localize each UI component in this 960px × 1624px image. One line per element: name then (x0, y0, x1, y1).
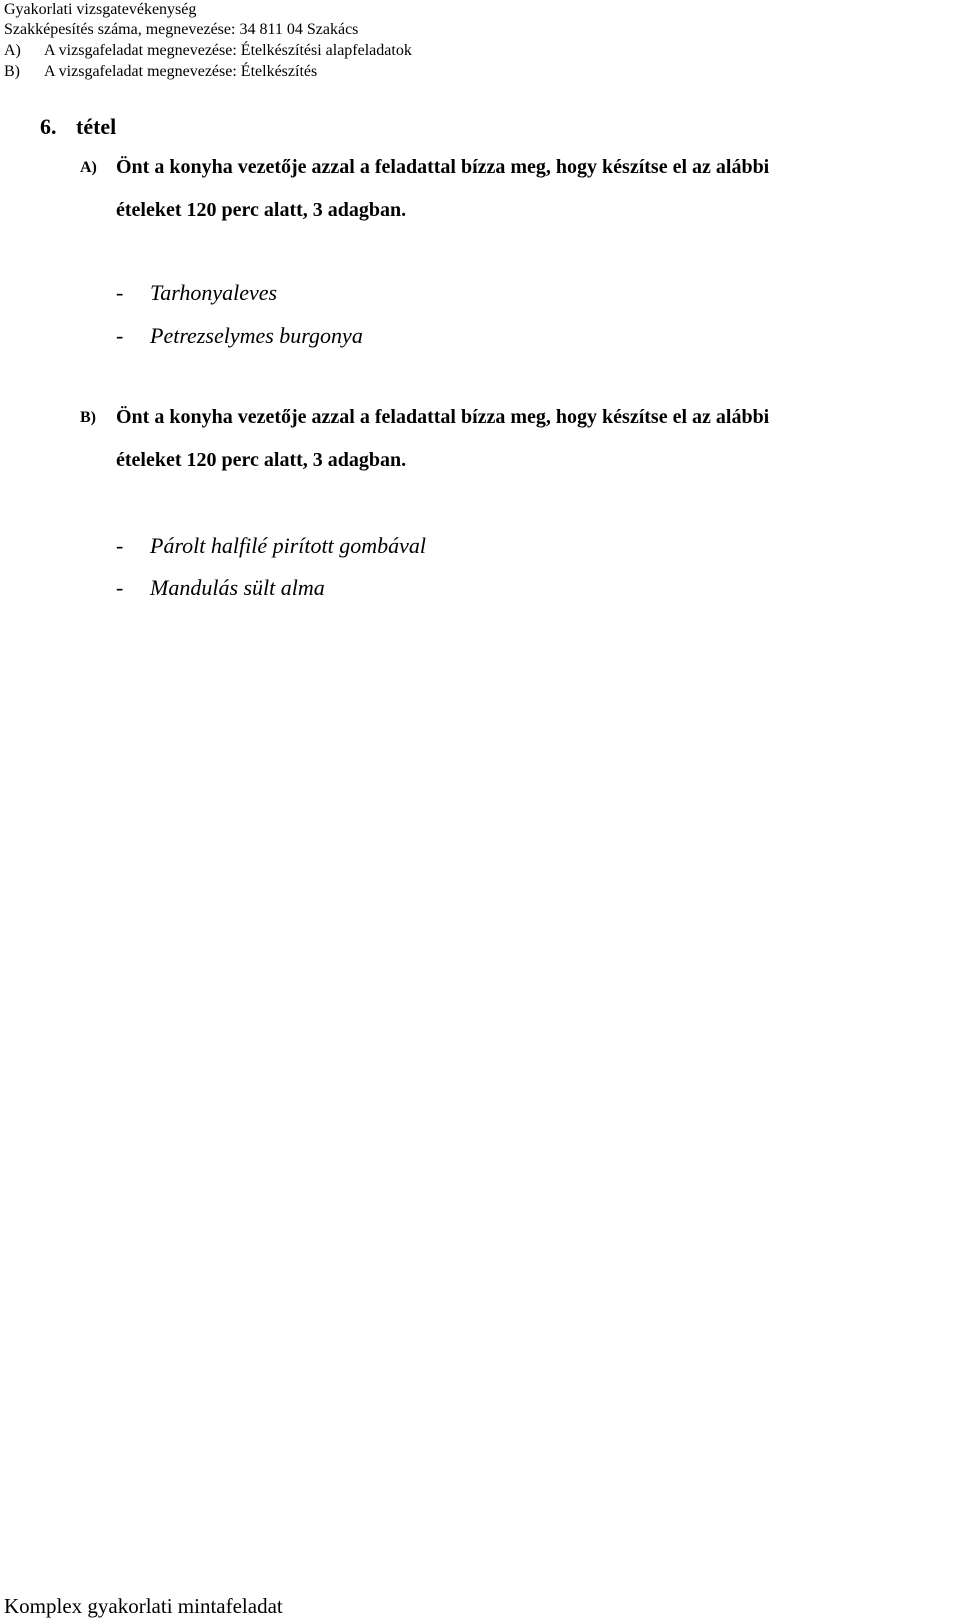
header-task-b-label: B) (4, 63, 20, 80)
title-number: 6. (40, 114, 57, 139)
task-a-dish-item (116, 280, 277, 306)
header-task-b-name (4, 62, 317, 82)
header-exam-activity: Gyakorlati vizsgatevékenység (4, 1, 197, 18)
list-dash: - (116, 323, 124, 348)
task-b-dish-2: Mandulás sült alma (150, 575, 325, 600)
header-qualification: Szakképesítés száma, megnevezése: 34 811 04 Szakács (4, 21, 359, 38)
header-task-a-name (4, 41, 412, 61)
page-title (40, 114, 116, 140)
header-task-a-label: A) (4, 42, 21, 59)
task-a-line1: Önt a konyha vezetője azzal a feladattal bízza meg, hogy készítse el az alábbi (116, 156, 770, 178)
task-a-dish-2: Petrezselymes burgonya (150, 323, 363, 348)
task-b-label: B) (80, 409, 96, 426)
task-b-dish-item (116, 533, 426, 559)
page-footer: Komplex gyakorlati mintafeladat (4, 1594, 283, 1618)
title-text: tétel (76, 114, 117, 139)
task-a-line2: ételeket 120 perc alatt, 3 adagban. (116, 199, 407, 221)
task-a-label: A) (80, 159, 97, 176)
task-a-dish-1: Tarhonyaleves (150, 280, 278, 305)
task-b-line1: Önt a konyha vezetője azzal a feladattal bízza meg, hogy készítse el az alábbi (116, 406, 770, 428)
task-a-dish-item (116, 323, 363, 349)
header-task-a-text: A vizsgafeladat megnevezése: Ételkészítési alapfeladatok (44, 42, 412, 59)
list-dash: - (116, 533, 124, 558)
task-b-dish-1: Párolt halfilé pirított gombával (150, 533, 427, 558)
list-dash: - (116, 575, 124, 600)
header-task-b-text: A vizsgafeladat megnevezése: Ételkészítés (44, 63, 318, 80)
task-b-line2: ételeket 120 perc alatt, 3 adagban. (116, 449, 407, 471)
list-dash: - (116, 280, 124, 305)
task-b-dish-item (116, 575, 325, 601)
